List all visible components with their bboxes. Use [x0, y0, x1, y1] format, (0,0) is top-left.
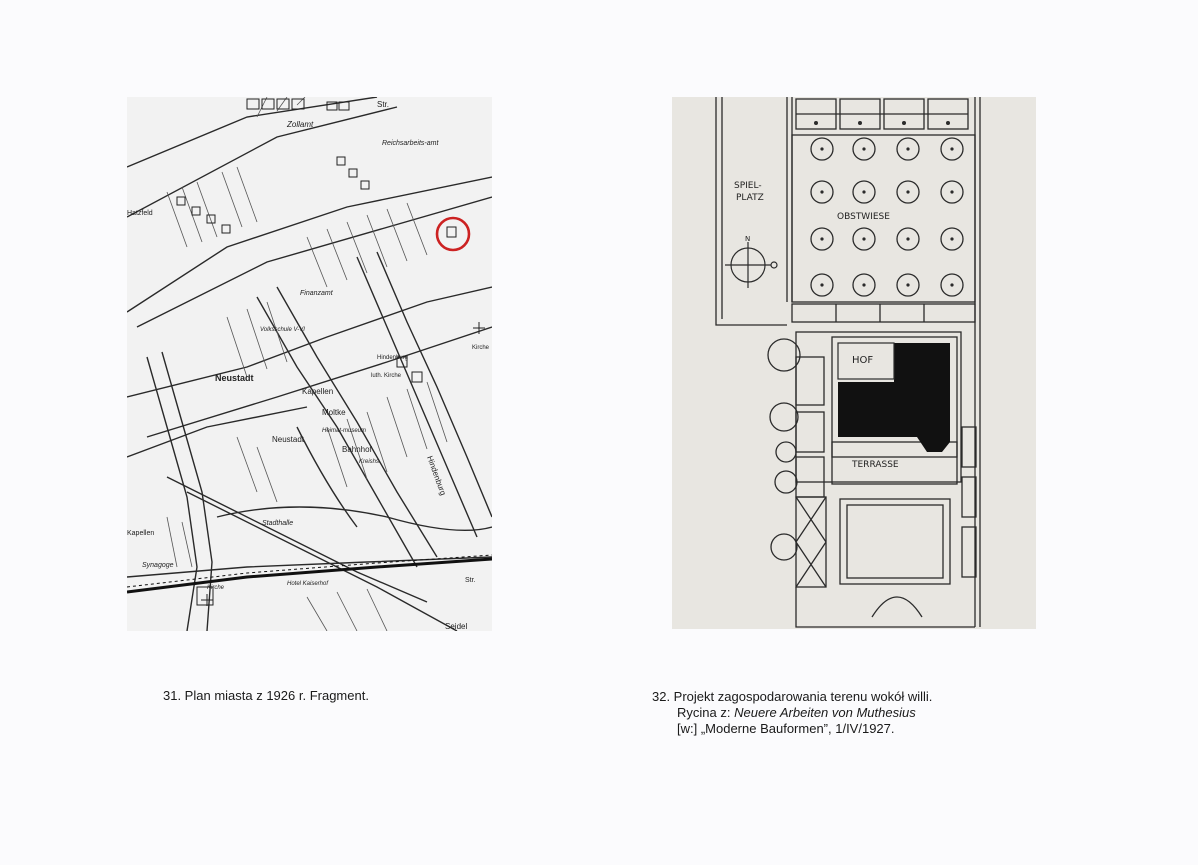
label-north: N: [745, 235, 751, 243]
map-label-hindenburg-str: Hindenburg: [425, 454, 448, 497]
map-label-kapellen: Kapellen: [302, 387, 334, 396]
map-label-finanzamt: Finanzamt: [300, 290, 333, 297]
label-terrasse: TERRASSE: [852, 460, 899, 470]
map-label-seidel: Seidel: [445, 622, 468, 631]
map-label-hotel: Hotel Kaiserhof: [287, 581, 329, 587]
map-label-str-top: Str.: [377, 100, 390, 109]
label-spielplatz-2: PLATZ: [736, 193, 764, 203]
map-label-stadthalle: Stadthalle: [262, 520, 294, 527]
figure-32-caption-line2: [652, 705, 932, 721]
label-obstwiese: OBSTWIESE: [837, 212, 890, 222]
label-spielplatz-1: SPIEL-: [734, 181, 762, 191]
map-label-moltke: Moltke: [322, 408, 346, 417]
figure-32-source-prefix: Rycina z:: [677, 705, 731, 720]
map-label-str-bottom: Str.: [465, 577, 476, 584]
map-label-zollamt: Zollamt: [287, 120, 314, 129]
city-map-figure: [127, 97, 492, 631]
map-label-kreishs: Kreishs.: [359, 459, 381, 465]
map-label-heimatmuseum: Heimat-museum: [322, 428, 367, 434]
figure-32-caption: [652, 689, 932, 737]
map-label-kirche-right: Kirche: [472, 345, 490, 351]
map-label-kapellen-str: Kapellen: [127, 530, 155, 537]
map-label-volksschule: Volksschule V-VI: [260, 327, 305, 333]
garden-plan-drawing: [672, 97, 1036, 629]
map-label-neustadt-2: Neustadt: [272, 435, 305, 444]
map-label-synagoge: Synagoge: [142, 562, 174, 569]
map-label-kirche: Kirche: [207, 585, 225, 591]
city-map-drawing: [127, 97, 492, 631]
garden-plan-figure: [672, 97, 1036, 629]
map-label-hatzfeld: Hatzfeld: [127, 210, 153, 217]
figure-32-caption-line3: [w:] „Moderne Bauformen”, 1/IV/1927.: [677, 721, 895, 736]
map-label-reichsarbeitsamt: Reichsarbeits-amt: [382, 140, 439, 147]
figure-32-caption-line1: 32. Projekt zagospodarowania terenu wokół willi.: [652, 689, 933, 704]
map-label-neustadt: Neustadt: [215, 373, 254, 383]
map-label-hindenburg: Hindenburg: [377, 355, 409, 361]
figure-31-caption: 31. Plan miasta z 1926 r. Fragment.: [163, 688, 369, 703]
map-label-bahnhof: Bahnhof: [342, 445, 372, 454]
map-label-luth-kirche: luth. Kirche: [371, 373, 402, 379]
label-hof: HOF: [852, 355, 874, 366]
figure-32-source-title: Neuere Arbeiten von Muthesius: [734, 705, 916, 720]
